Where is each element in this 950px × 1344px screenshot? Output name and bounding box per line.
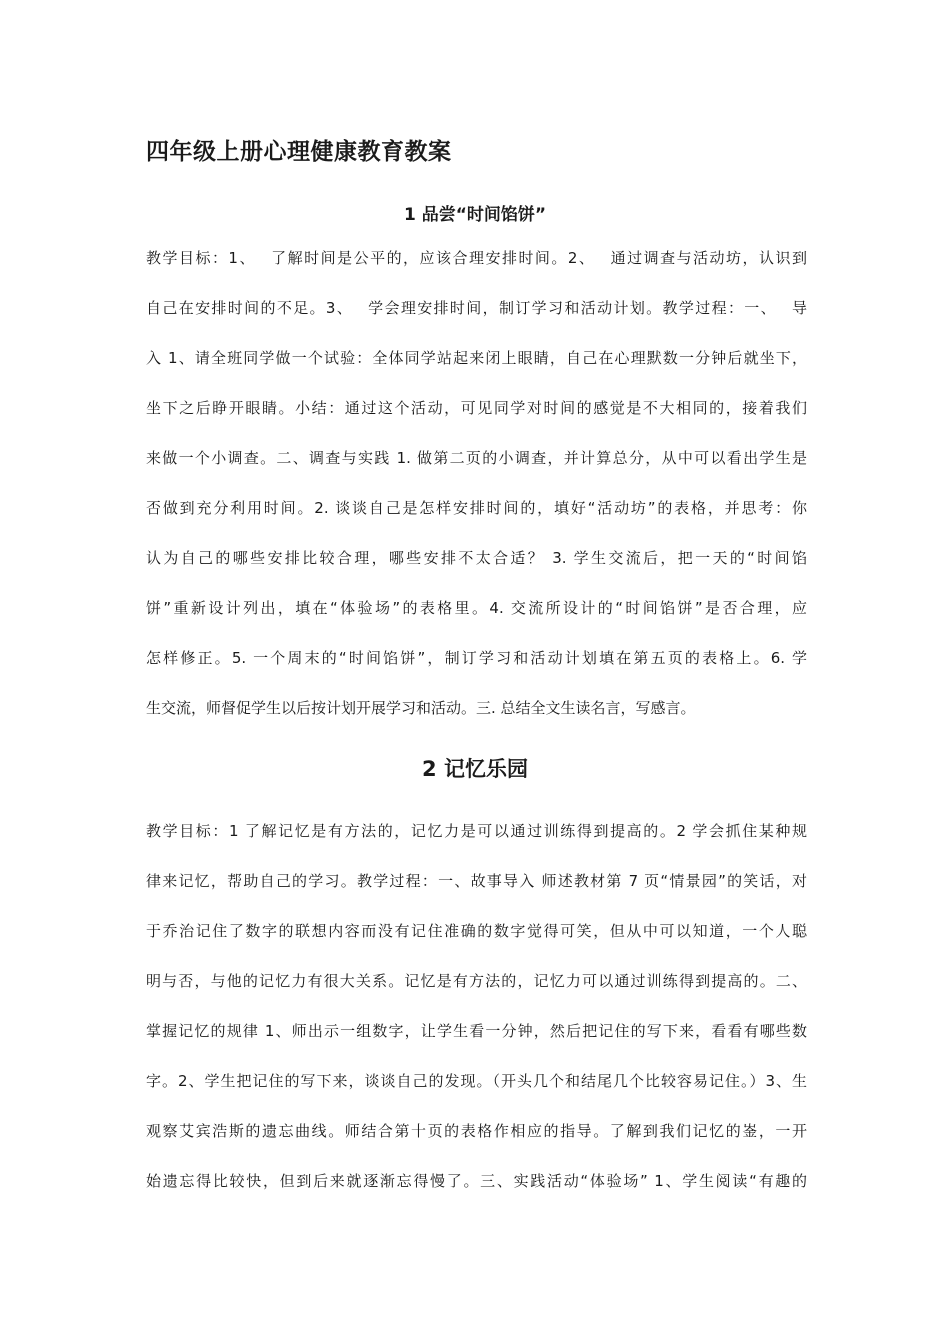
paragraph-line: 认为自己的哪些安排比较合理，哪些安排不太合适？ 3. 学生交流后，把一天的“时间馅 [146,549,807,567]
paragraph-line: 于乔治记住了数字的联想内容而没有记住准确的数字觉得可笑，但从中可以知道，一个人聪 [146,922,807,940]
paragraph-line: 掌握记忆的规律 1、师出示一组数字，让学生看一分钟，然后把记住的写下来，看看有哪些数 [146,1022,807,1040]
paragraph-line: 始遗忘得比较快，但到后来就逐渐忘得慢了。三、实践活动“体验场” 1、学生阅读“有趣的 [146,1172,807,1190]
paragraph-line: 否做到充分利用时间。2. 谈谈自己是怎样安排时间的，填好“活动坊”的表格，并思考：你 [146,499,807,517]
paragraph-line: 怎样修正。5. 一个周末的“时间馅饼”，制订学习和活动计划填在第五页的表格上。6. 学 [146,649,807,667]
paragraph-line: 来做一个小调查。二、调查与实践 1. 做第二页的小调查，并计算总分，从中可以看出学生是 [146,449,807,467]
paragraph-line: 饼”重新设计列出，填在“体验场”的表格里。4. 交流所设计的“时间馅饼”是否合理，应 [146,599,807,617]
paragraph-line: 教学目标：1 了解记忆是有方法的，记忆力是可以通过训练得到提高的。2 学会抓住某种规 [146,822,807,840]
document-title: 四年级上册心理健康教育教案 [146,139,452,165]
paragraph-line: 律来记忆，帮助自己的学习。教学过程：一、故事导入 师述教材第 7 页“情景园”的笑话，对 [146,872,807,890]
paragraph-line: 字。2、学生把记住的写下来，谈谈自己的发现。（开头几个和结尾几个比较容易记住。）3、生 [146,1072,807,1090]
section-heading-memory-park: 2 记忆乐园 [422,757,528,781]
section-body-memory-park [146,818,807,1218]
paragraph-line: 生交流，师督促学生以后按计划开展学习和活动。三. 总结全文生读名言，写感言。 [146,699,696,717]
paragraph-line: 自己在安排时间的不足。3、 学会理安排时间，制订学习和活动计划。教学过程：一、 导 [146,299,807,317]
paragraph-line: 观察艾宾浩斯的遗忘曲线。师结合第十页的表格作相应的指导。了解到我们记忆的崟，一开 [146,1122,807,1140]
paragraph-line: 明与否，与他的记忆力有很大关系。记忆是有方法的，记忆力可以通过训练得到提高的。二、 [146,972,807,990]
paragraph-line: 入 1、请全班同学做一个试验：全体同学站起来闭上眼睛，自己在心理默数一分钟后就坐下， [146,349,807,367]
paragraph-line: 教学目标：1、 了解时间是公平的，应该合理安排时间。2、 通过调查与活动坊，认识到 [146,249,807,267]
paragraph-line: 坐下之后睁开眼睛。小结：通过这个活动，可见同学对时间的感觉是不大相同的，接着我们 [146,399,807,417]
section-heading-time-pie: 1 品尝“时间馅饼” [403,205,547,225]
section-body-time-pie [146,245,807,745]
